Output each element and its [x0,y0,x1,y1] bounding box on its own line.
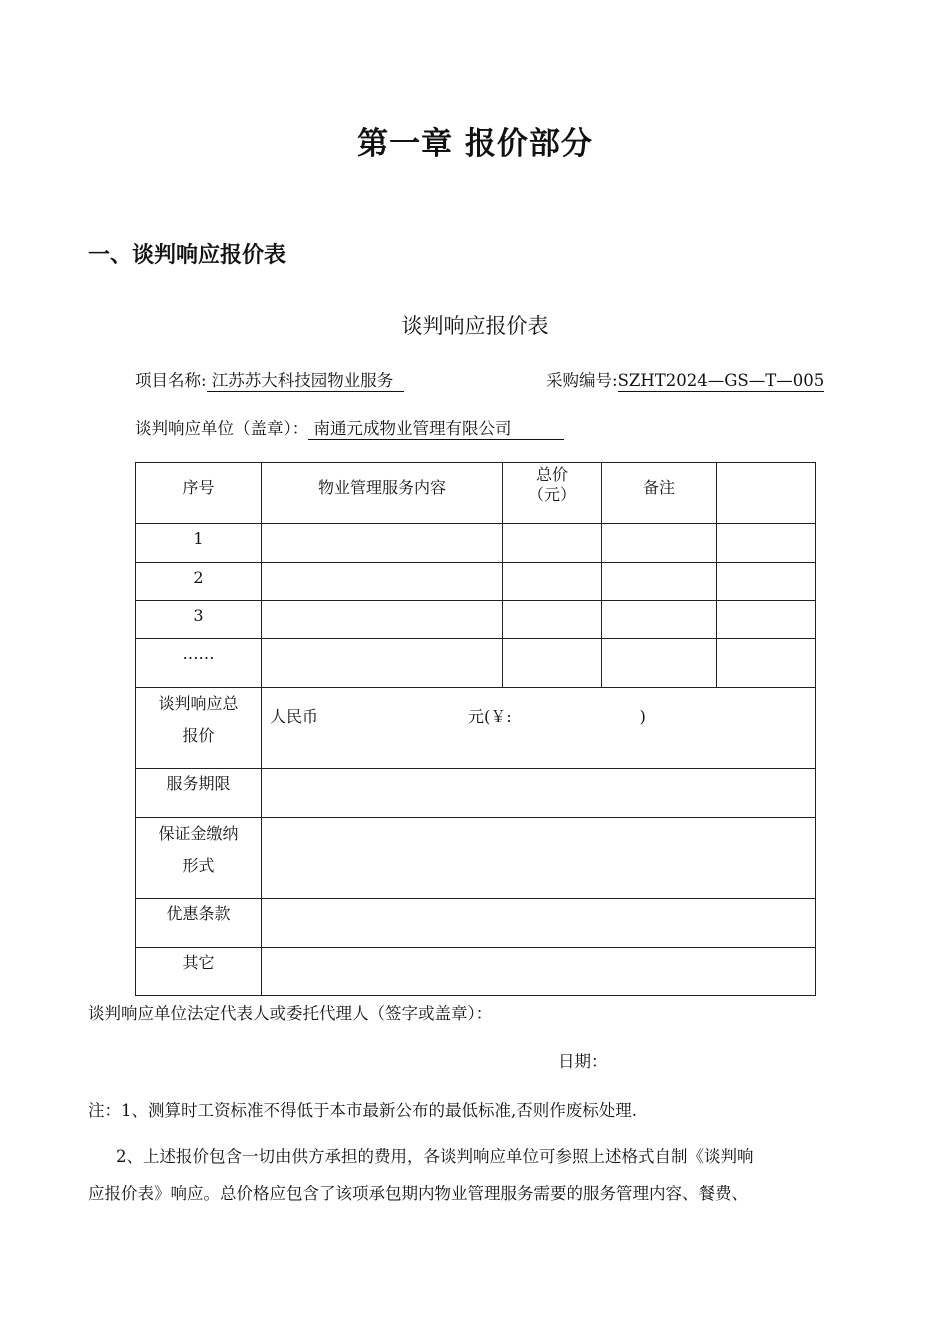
header-total-line1: 总价 [535,465,568,484]
project-name-value: 江苏苏大科技园物业服务 [206,371,404,390]
rmb-label: 人民币 [270,707,319,726]
row-remark-cell[interactable] [602,563,717,601]
header-seq: 序号 [136,463,262,524]
row-content-cell[interactable] [262,639,503,688]
row-seq: 1 [136,524,262,563]
row-blank-cell [717,563,816,601]
row-seq: …… [136,639,262,688]
row-blank-cell [717,601,816,639]
header-total-line2: （元） [527,485,576,504]
other-value-cell[interactable] [262,948,816,996]
purchase-number-value: SZHT2024—GS—T—005 [617,371,825,390]
row-total-cell[interactable] [503,524,602,563]
quote-table [135,462,816,996]
row-content-cell[interactable] [262,524,503,563]
yuan-close: ) [639,707,646,726]
row-blank-cell [717,524,816,563]
table-row [136,639,816,688]
yuan-label: 元(￥: [468,707,512,726]
discount-value-cell[interactable] [262,899,816,948]
chapter-title: 第一章 报价部分 [357,126,593,162]
row-content-cell[interactable] [262,601,503,639]
row-content-cell[interactable] [262,563,503,601]
total-quote-value-cell[interactable] [262,688,816,769]
header-blank [717,463,816,524]
discount-row [136,899,816,948]
row-total-cell[interactable] [503,563,602,601]
row-seq: 2 [136,563,262,601]
row-blank-cell [717,639,816,688]
row-remark-cell[interactable] [602,601,717,639]
deposit-value-cell[interactable] [262,818,816,899]
table-row [136,524,816,563]
note-2-line-2: 应报价表》响应。总价格应包含了该项承包期内物业管理服务需要的服务管理内容、餐费、 [88,1184,748,1203]
service-period-value-cell[interactable] [262,769,816,818]
project-name-label: 项目名称: [135,371,207,390]
total-quote-label: 谈判响应总 报价 [136,688,262,769]
row-total-cell[interactable] [503,639,602,688]
row-total-cell[interactable] [503,601,602,639]
header-remark: 备注 [602,463,717,524]
row-seq: 3 [136,601,262,639]
discount-label: 优惠条款 [136,899,262,948]
row-remark-cell[interactable] [602,524,717,563]
project-name-row [135,367,404,392]
row-remark-cell[interactable] [602,639,717,688]
signature-line: 谈判响应单位法定代表人或委托代理人（签字或盖章）： [88,1004,493,1023]
form-title: 谈判响应报价表 [401,314,549,338]
table-row [136,563,816,601]
section-heading: 一、谈判响应报价表 [88,243,287,268]
service-period-row [136,769,816,818]
note-2-line-1: 2、上述报价包含一切由供方承担的费用，各谈判响应单位可参照上述格式自制《谈判响 [116,1147,754,1166]
service-period-label: 服务期限 [136,769,262,818]
deposit-label: 保证金缴纳 形式 [136,818,262,899]
purchase-number-label: 采购编号: [546,371,618,390]
purchase-number-row [546,367,824,392]
deposit-row [136,818,816,899]
responding-unit-row [135,415,564,440]
header-content: 物业管理服务内容 [262,463,503,524]
responding-unit-value: 南通元成物业管理有限公司 [308,419,564,438]
table-row [136,601,816,639]
date-label: 日期： [558,1052,608,1071]
responding-unit-label: 谈判响应单位（盖章）： [135,419,309,438]
other-row [136,948,816,996]
header-total [503,463,602,524]
table-header-row [136,463,816,524]
total-quote-row [136,688,816,769]
other-label: 其它 [136,948,262,996]
note-1: 注：1、测算时工资标准不得低于本市最新公布的最低标准,否则作废标处理. [88,1101,637,1120]
